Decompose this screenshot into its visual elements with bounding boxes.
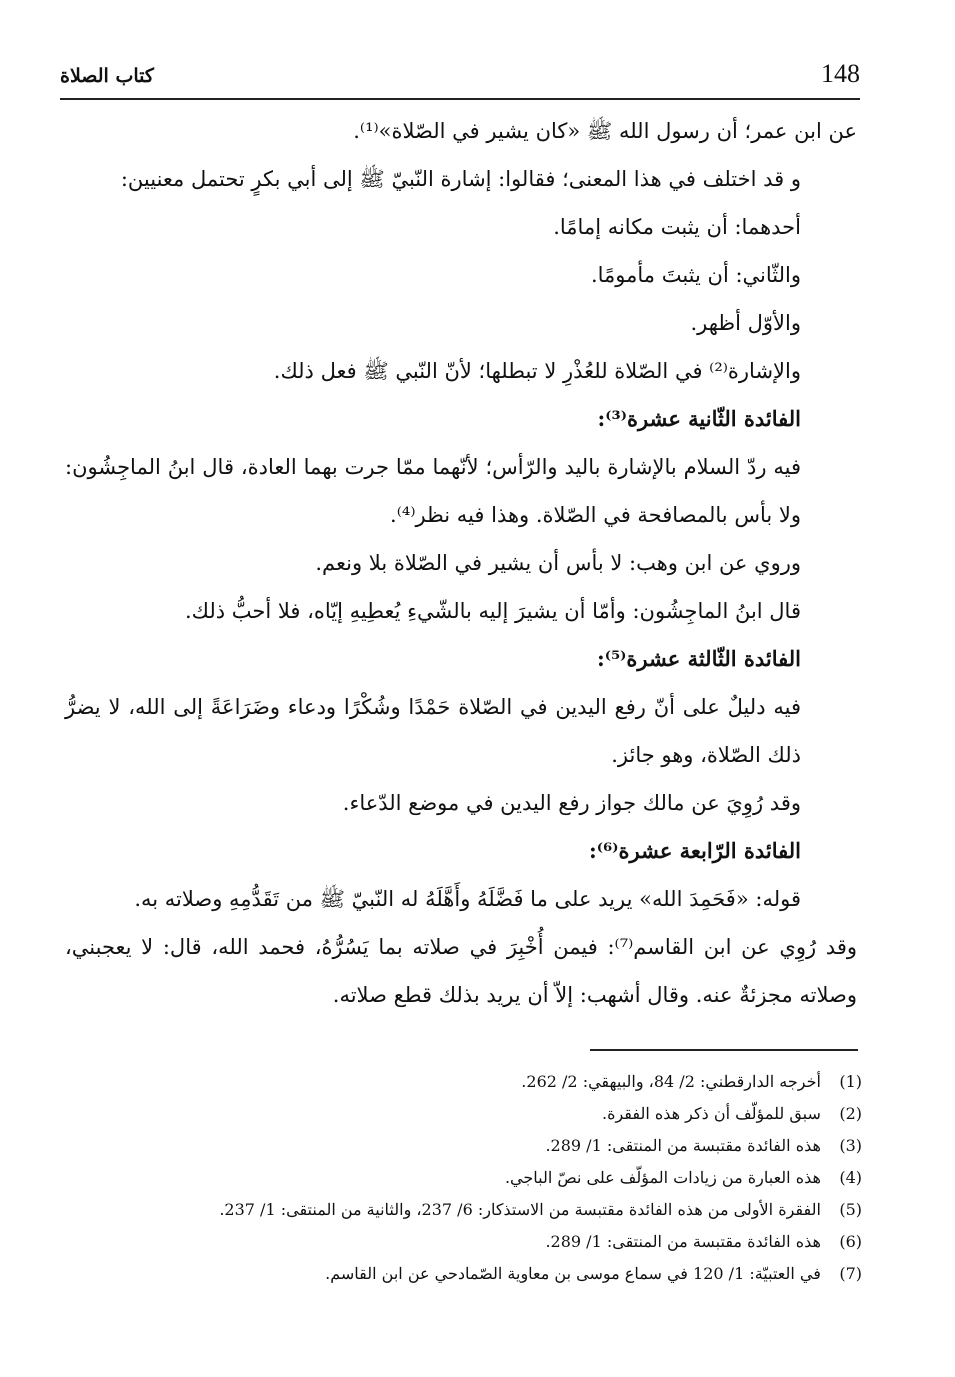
paragraph: والثّاني: أن يثبتَ مأمومًا. xyxy=(590,263,801,287)
footnote-number: (5) xyxy=(839,1200,862,1219)
paragraph: أحدهما: أن يثبت مكانه إمامًا. xyxy=(553,215,801,239)
footnote-text: في العتبيّة: 1/ 120 في سماع موسى بن معاوية الصّمادحي عن ابن القاسم. xyxy=(325,1264,821,1283)
running-title: كتاب الصلاة xyxy=(60,65,154,87)
footnote-separator xyxy=(590,1049,858,1051)
footnote-number: (1) xyxy=(839,1072,862,1091)
section-heading: الفائدة الرّابعة عشرة⁽⁶⁾: xyxy=(589,838,801,863)
footnote-number: (2) xyxy=(839,1104,862,1123)
paragraph: وروي عن ابن وهب: لا بأس أن يشير في الصّلاة بلا ونعم. xyxy=(315,551,801,575)
paragraph: فيه دليلٌ على أنّ رفع اليدين في الصّلاة حَمْدًا وشُكْرًا ودعاء وضَرَاعَةً إلى الله، لا يضرُّ ذلك الصّلاة، وهو جائز. xyxy=(65,695,801,767)
footnotes xyxy=(90,1066,862,1290)
main-text xyxy=(65,107,857,1019)
header-rule xyxy=(60,98,860,100)
paragraph: وقد رُوِيَ عن مالك جواز رفع اليدين في موضع الدّعاء. xyxy=(342,791,801,815)
footnote-text: هذه الفائدة مقتبسة من المنتقى: 1/ 289. xyxy=(545,1232,821,1251)
footnote-text: سبق للمؤلّف أن ذكر هذه الفقرة. xyxy=(601,1104,821,1123)
footnote-number: (4) xyxy=(839,1168,862,1187)
paragraph: عن ابن عمر؛ أن رسول الله ﷺ «كان يشير في الصّلاة»⁽¹⁾. xyxy=(353,119,857,143)
footnote-number: (6) xyxy=(839,1232,862,1251)
footnote xyxy=(90,1066,862,1098)
footnote xyxy=(90,1258,862,1290)
paragraph: والإشارة⁽²⁾ في الصّلاة للعُذْرِ لا تبطلها؛ لأنّ النّبي ﷺ فعل ذلك. xyxy=(273,359,801,383)
paragraph: فيه ردّ السلام بالإشارة باليد والرّأس؛ لأنّهما ممّا جرت بهما العادة، قال ابنُ الماجِشُون: ولا بأس بالمصافحة في الصّلاة. وهذا فيه نظر⁽⁴⁾. xyxy=(65,455,801,527)
section-heading: الفائدة الثّانية عشرة⁽³⁾: xyxy=(597,406,801,431)
footnote-text: أخرجه الدارقطني: 2/ 84، والبيهقي: 2/ 262. xyxy=(521,1072,821,1091)
paragraph: والأوّل أظهر. xyxy=(690,311,801,335)
paragraph: وقد رُوِي عن ابن القاسم⁽⁷⁾: فيمن أُخْبِرَ في صلاته بما يَسُرُّهُ، فحمد الله، قال: لا يعجبني، وصلاته مجزئةٌ عنه. وقال أشهب: إلاّ أن يريد بذلك قطع صلاته. xyxy=(65,935,858,1007)
page-number: 148 xyxy=(821,59,860,88)
footnote xyxy=(90,1226,862,1258)
footnote-number: (3) xyxy=(839,1136,862,1155)
footnote xyxy=(90,1130,862,1162)
paragraph: و قد اختلف في هذا المعنى؛ فقالوا: إشارة النّبيّ ﷺ إلى أبي بكرٍ تحتمل معنيين: xyxy=(120,167,801,191)
footnote xyxy=(90,1194,862,1226)
footnote-number: (7) xyxy=(839,1264,862,1283)
footnote xyxy=(90,1098,862,1130)
paragraph: قوله: «فَحَمِدَ الله» يريد على ما فَضَّلَهُ وأَهَّلَهُ له النّبيّ ﷺ من تَقَدُّمِهِ وصلاته به. xyxy=(134,887,801,911)
footnote xyxy=(90,1162,862,1194)
footnote-text: هذه العبارة من زيادات المؤلّف على نصّ الباجي. xyxy=(504,1168,821,1187)
footnote-text: الفقرة الأولى من هذه الفائدة مقتبسة من الاستذكار: 6/ 237، والثانية من المنتقى: 1/ 237. xyxy=(219,1200,821,1219)
page-header xyxy=(60,58,860,98)
section-heading: الفائدة الثّالثة عشرة⁽⁵⁾: xyxy=(596,646,801,671)
paragraph: قال ابنُ الماجِشُون: وأمّا أن يشيرَ إليه بالشّيءِ يُعطِيهِ إيّاه، فلا أحبُّ ذلك. xyxy=(184,599,801,623)
footnote-text: هذه الفائدة مقتبسة من المنتقى: 1/ 289. xyxy=(545,1136,821,1155)
